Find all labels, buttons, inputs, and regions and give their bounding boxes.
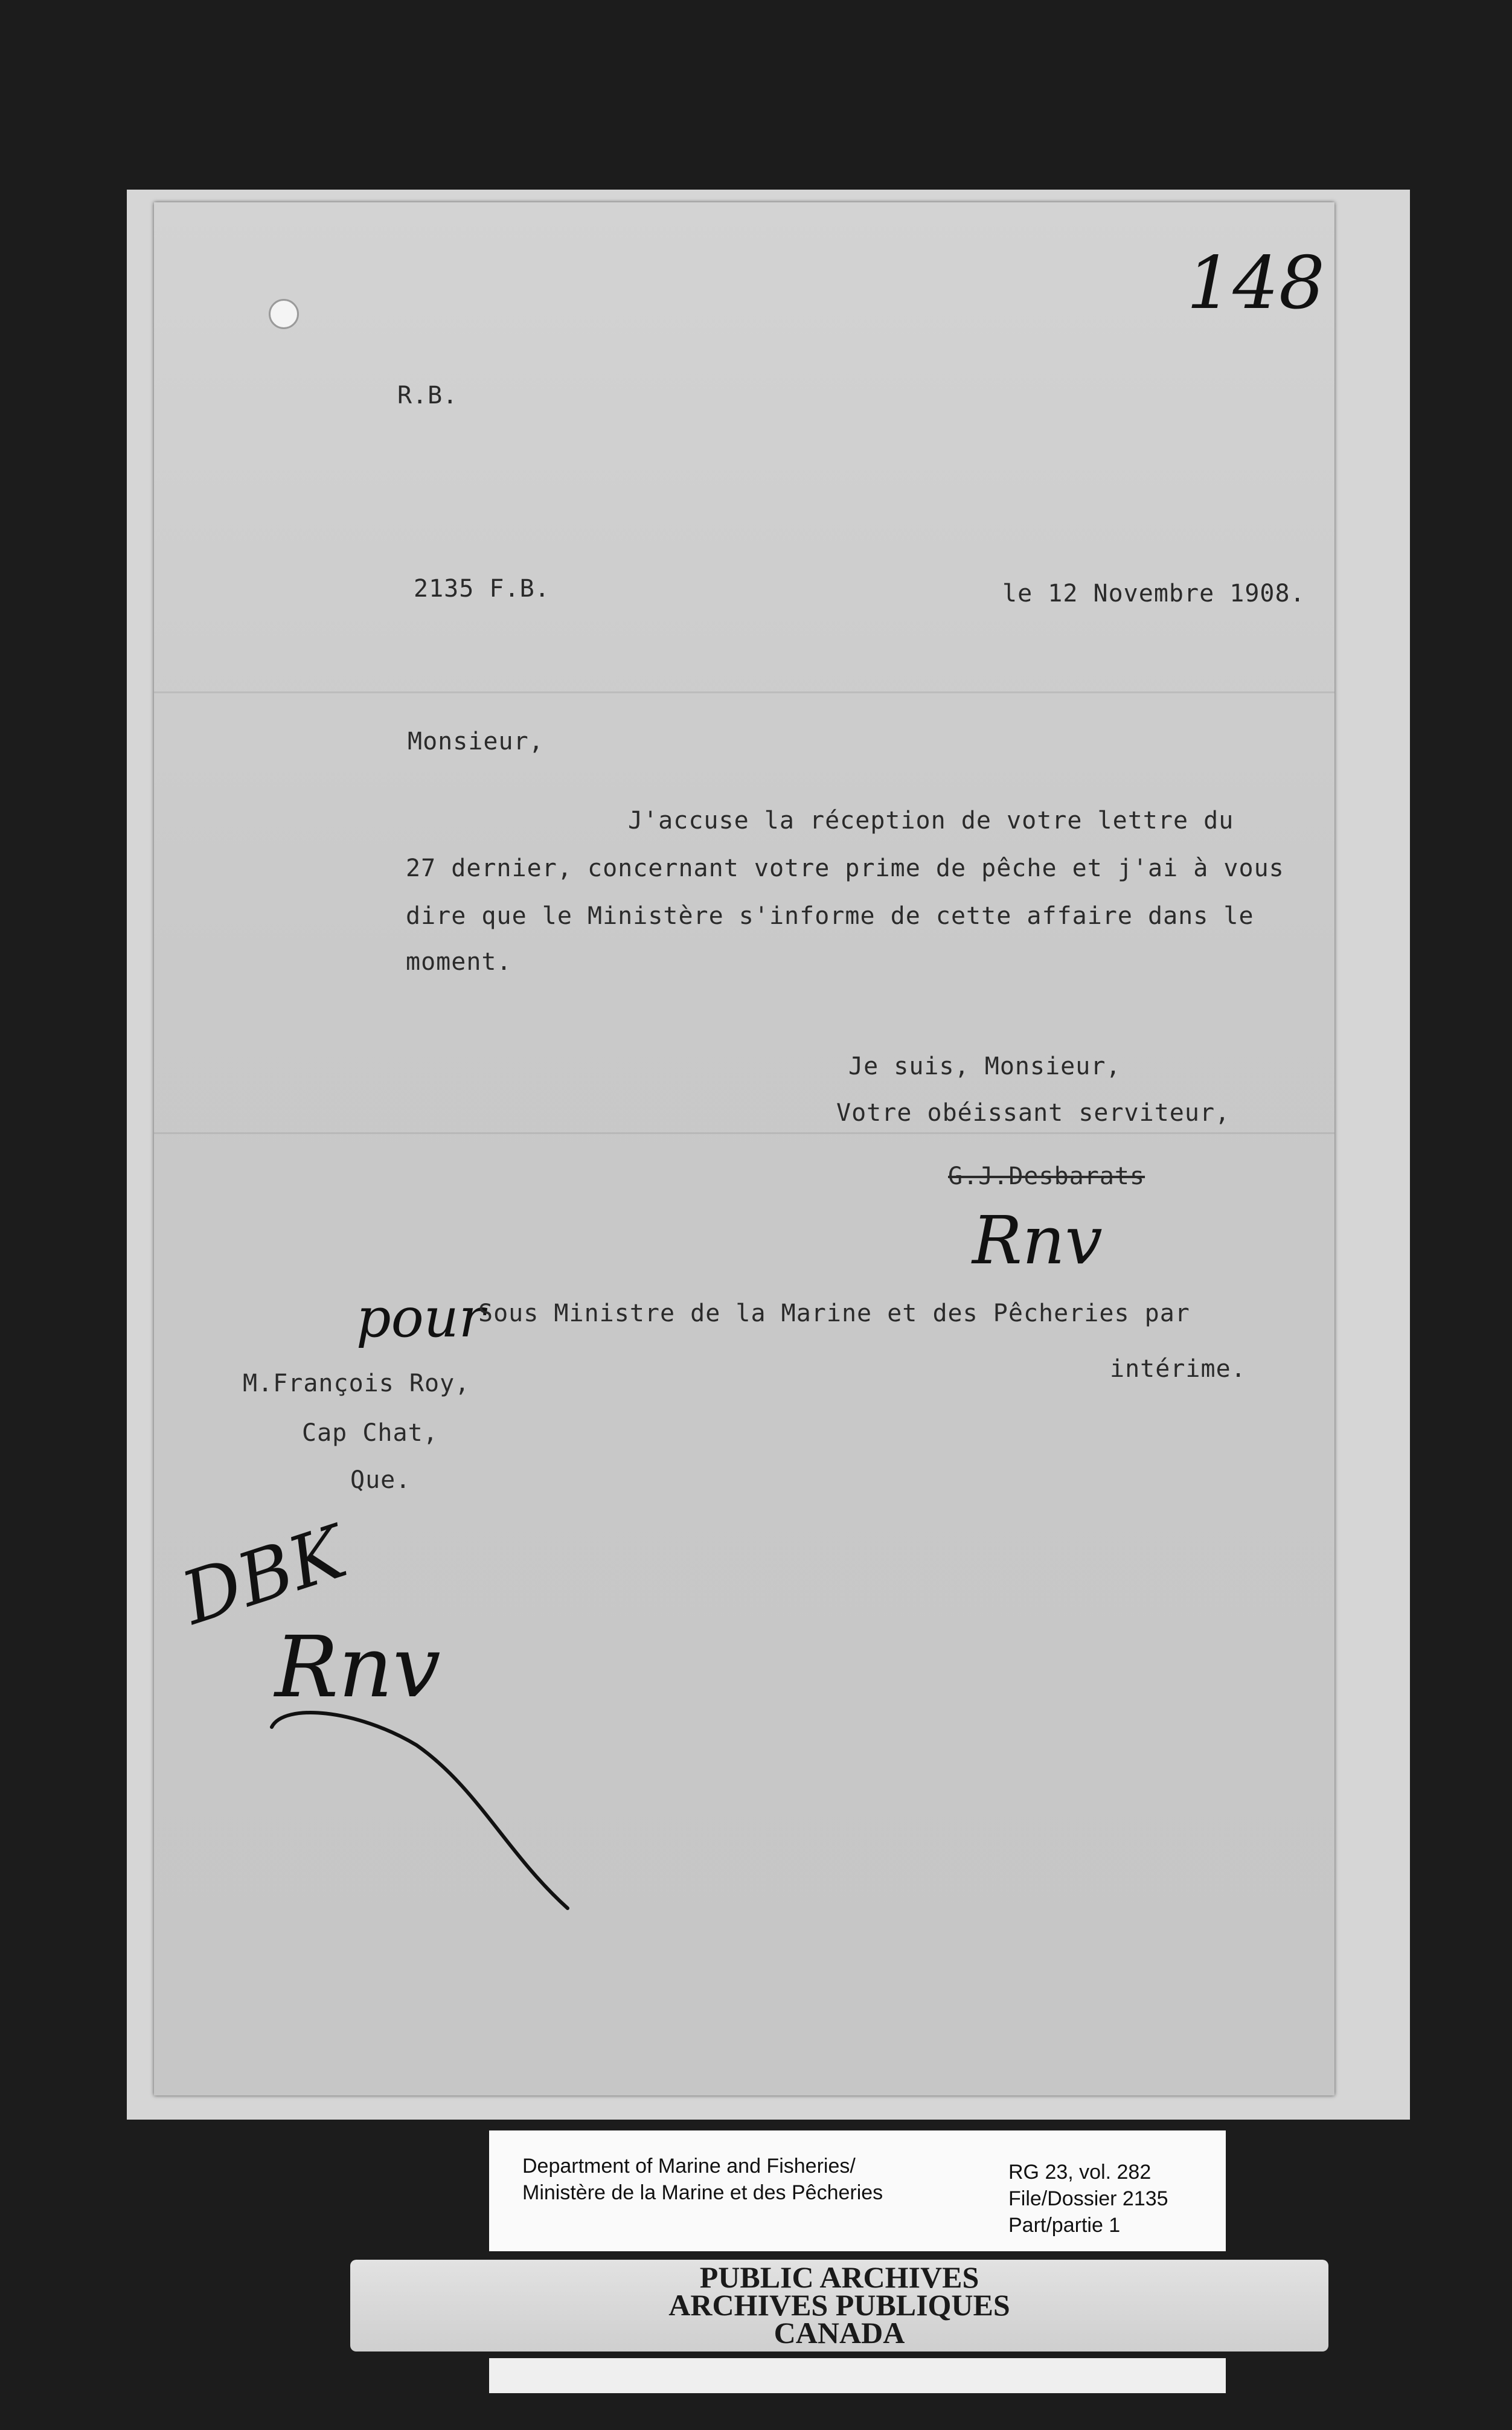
header-code: R.B.: [397, 382, 458, 409]
recipient-name: M.François Roy,: [243, 1370, 470, 1397]
record-group-ref: RG 23, vol. 282: [1008, 2161, 1152, 2184]
signer-title-line: Sous Ministre de la Marine et des Pêcheries par: [478, 1300, 1190, 1327]
file-dossier-ref: File/Dossier 2135: [1008, 2187, 1168, 2210]
closing-line: Votre obéissant serviteur,: [836, 1099, 1231, 1127]
handwritten-flourish: [260, 1703, 574, 1920]
fold-line: [154, 691, 1334, 693]
body-line: 27 dernier, concernant votre prime de pêche et j'ai à vous: [406, 854, 1284, 882]
handwritten-initials: DBK: [172, 1510, 356, 1641]
closing-line: Je suis, Monsieur,: [848, 1053, 1121, 1080]
signer-title-line: intérime.: [1110, 1355, 1246, 1383]
stamp-line: CANADA: [774, 2316, 905, 2350]
file-reference: 2135 F.B.: [414, 575, 550, 603]
stamp-line: PUBLIC ARCHIVES: [699, 2260, 979, 2294]
department-name-en: Department of Marine and Fisheries/: [522, 2155, 856, 2178]
salutation: Monsieur,: [408, 728, 544, 755]
handwritten-initials: Rnv: [275, 1618, 441, 1717]
department-name-fr: Ministère de la Marine et des Pêcheries: [522, 2181, 883, 2204]
struck-signer-name: G.J.Desbarats: [948, 1162, 1145, 1190]
part-ref: Part/partie 1: [1008, 2214, 1121, 2237]
punch-hole: [269, 299, 299, 329]
recipient-province: Que.: [350, 1466, 411, 1494]
letter-date: le 12 Novembre 1908.: [1002, 580, 1305, 608]
public-archives-stamp: [350, 2260, 1328, 2351]
body-line: dire que le Ministère s'informe de cette affaire dans le: [406, 902, 1254, 930]
body-line: moment.: [406, 948, 512, 976]
handwritten-signature: Rnv: [972, 1202, 1103, 1279]
body-line: J'accuse la réception de votre lettre du: [628, 807, 1234, 835]
label-strip: [489, 2358, 1226, 2393]
archive-reference-label: [489, 2130, 1226, 2251]
recipient-city: Cap Chat,: [302, 1419, 438, 1447]
handwritten-pour: pour: [356, 1286, 485, 1350]
stamp-line: ARCHIVES PUBLIQUES: [668, 2288, 1010, 2322]
fold-line: [154, 1132, 1334, 1134]
page-number: 148: [1187, 242, 1325, 325]
